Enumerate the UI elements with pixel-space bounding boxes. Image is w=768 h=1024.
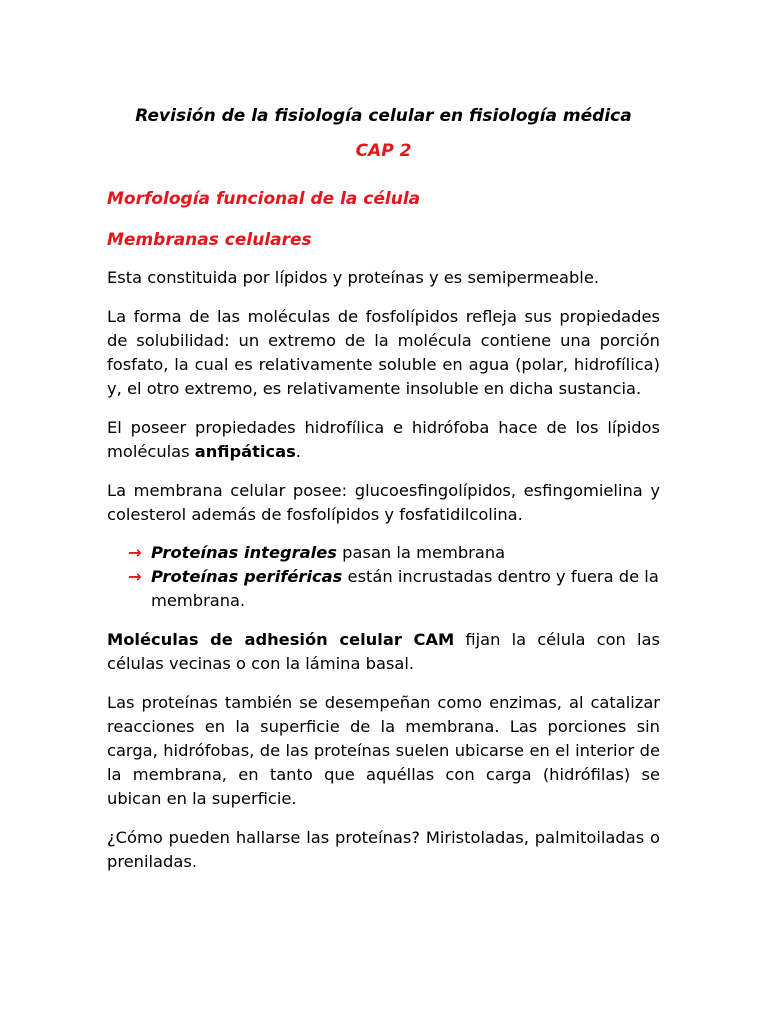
- subsection-heading: Membranas celulares: [107, 230, 312, 250]
- paragraph-phospholipids: La forma de las moléculas de fosfolípidos refleja sus propiedades de solubilidad: un extremo de la molécula contiene una porción fosfato, la cual es relativamente soluble en agua (polar, hidrofílica) y, el otro extremo, es relativamente insoluble en dicha sustancia.: [107, 307, 660, 398]
- protein-list: [107, 541, 660, 613]
- amphipathic-term: anfipáticas: [194, 442, 296, 461]
- list-item: [129, 541, 660, 565]
- integral-proteins-term: Proteínas integrales: [151, 543, 337, 562]
- cam-term: Moléculas de adhesión celular CAM: [107, 630, 455, 649]
- arrow-icon: →: [128, 567, 142, 586]
- chapter-label: CAP 2: [355, 141, 412, 161]
- paragraph-amphipathic: [107, 416, 660, 464]
- paragraph-membrane-components: La membrana celular posee: glucoesfingolípidos, esfingomielina y colesterol además de fosfolípidos y fosfatidilcolina.: [107, 481, 660, 524]
- paragraph-cam: [107, 628, 660, 676]
- peripheral-proteins-term: Proteínas periféricas: [151, 567, 343, 586]
- arrow-icon: →: [128, 543, 142, 562]
- paragraph-amphipathic-end: .: [295, 442, 301, 461]
- paragraph-enzymes: Las proteínas también se desempeñan como enzimas, al catalizar reacciones en la superficie de la membrana. Las porciones sin carga, hidrófobas, de las proteínas suelen ubicarse en el interior de la membrana, en tanto que aquéllas con carga (hidrófilas) se ubican en la superficie.: [107, 693, 660, 808]
- paragraph-cam-text: fijan la célula con las células vecinas o con la lámina basal.: [107, 630, 660, 673]
- paragraph-amphipathic-start: El poseer propiedades hidrofílica e hidrófoba hace de los lípidos moléculas: [107, 418, 660, 461]
- paragraph-composition: Esta constituida por lípidos y proteínas y es semipermeable.: [107, 268, 600, 287]
- peripheral-proteins-text: están incrustadas dentro y fuera de la membrana.: [151, 567, 659, 610]
- list-item: [129, 565, 660, 613]
- integral-proteins-text: pasan la membrana: [336, 543, 506, 562]
- section-heading: Morfología funcional de la célula: [107, 189, 421, 209]
- paragraph-protein-anchoring: ¿Cómo pueden hallarse las proteínas? Miristoladas, palmitoiladas o preniladas.: [107, 828, 660, 871]
- document-title: Revisión de la fisiología celular en fisiología médica: [135, 106, 632, 126]
- document-page: [107, 104, 660, 874]
